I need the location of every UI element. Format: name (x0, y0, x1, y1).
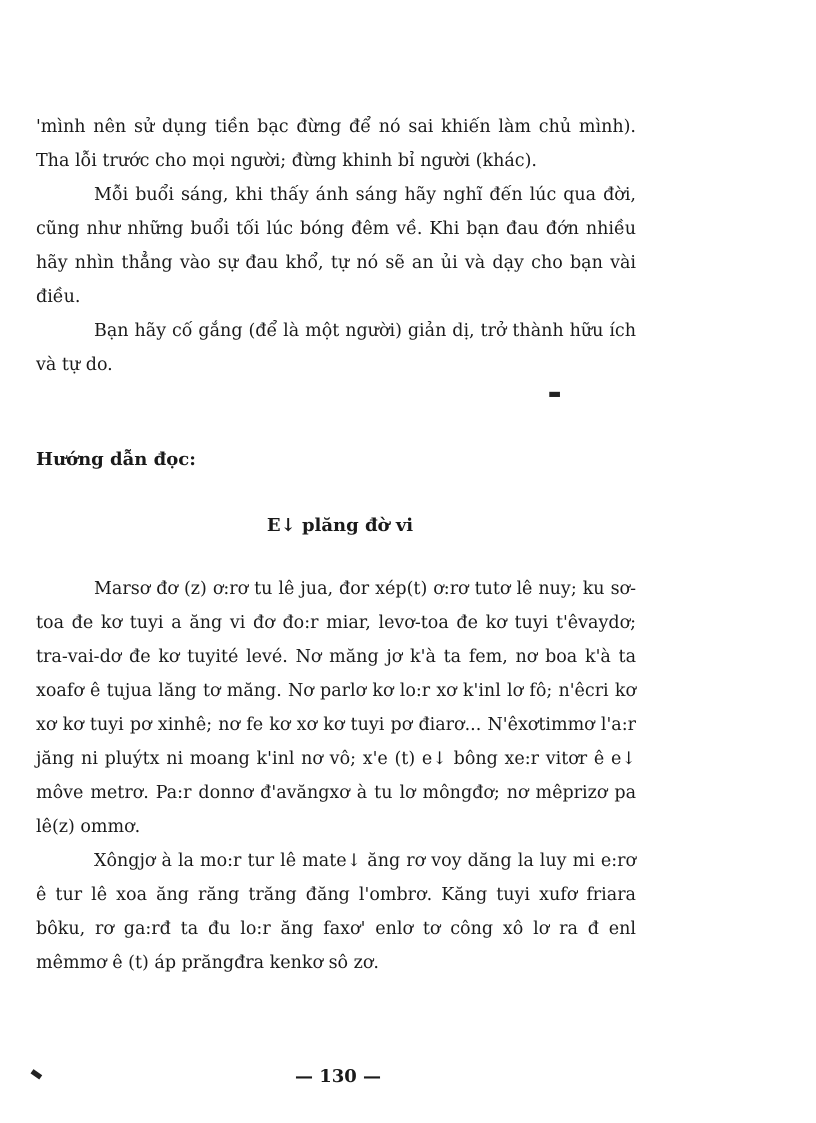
paragraph: Mỗi buổi sáng, khi thấy ánh sáng hãy nghĩ đến lúc qua đời, cũng như những buổi tối lúc bóng đêm về. Khi bạn đau đớn nhiều hãy nhìn thẳng vào sự đau khổ, tự nó sẽ an ủi và dạy cho bạn vài điều. (36, 185, 636, 307)
section-heading: Hướng dẫn đọc: (36, 449, 196, 470)
intro-text (36, 110, 636, 382)
ink-mark: ▬ (26, 1063, 47, 1085)
ink-speck: ▬ (548, 386, 562, 402)
paragraph: Bạn hãy cố gắng (để là một người) giản dị, trở thành hữu ích và tự do. (36, 321, 636, 375)
paragraph: 'mình nên sử dụng tiền bạc đừng để nó sai khiến làm chủ mình). Tha lỗi trước cho mọi người; đừng khinh bỉ người (khác). (36, 117, 636, 171)
paragraph: Marsơ đơ (z) ơ:rơ tu lê jua, đor xép(t) ơ:rơ tutơ lê nuy; ku sơ-toa đe kơ tuyi a ăng vi đơ đo:r miar, levơ-toa đe kơ tuyi t'êvaydơ; tra-vai-dơ đe kơ tuyité levé. Nơ măng jơ k'à ta fem, nơ boa k'à ta xoafơ ê tujua lăng tơ măng. Nơ parlơ kơ lo:r xơ k'inl lơ fô; n'êcri kơ xơ kơ tuyi pơ xinhê; nơ fe kơ xơ kơ tuyi pơ điarơ... N'êxơtimmơ l'a:r jăng ni pluýtx ni moang k'inl nơ vô; x'e (t) e↓ bông xe:r vitơr ê e↓ môve metrơ. Pa:r donnơ đ'avăngxơ à tu lơ môngđơ; nơ mêprizơ pa lê(z) ommơ. (36, 579, 636, 837)
reading-title: E↓ plăng đờ vi (266, 515, 414, 536)
page-number: — 130 — (294, 1066, 382, 1087)
reading-text (36, 572, 636, 980)
paragraph: Xôngjơ à la mo:r tur lê mate↓ ăng rơ voy dăng la luy mi e:rơ ê tur lê xoa ăng răng trăng đăng l'ombrơ. Kăng tuyi xufơ friara bôku, rơ ga:rđ ta đu lo:r ăng faxơ' enlơ tơ công xô lơ ra đ enl mêmmơ ê (t) áp prăngđra kenkơ sô zơ. (36, 851, 636, 973)
